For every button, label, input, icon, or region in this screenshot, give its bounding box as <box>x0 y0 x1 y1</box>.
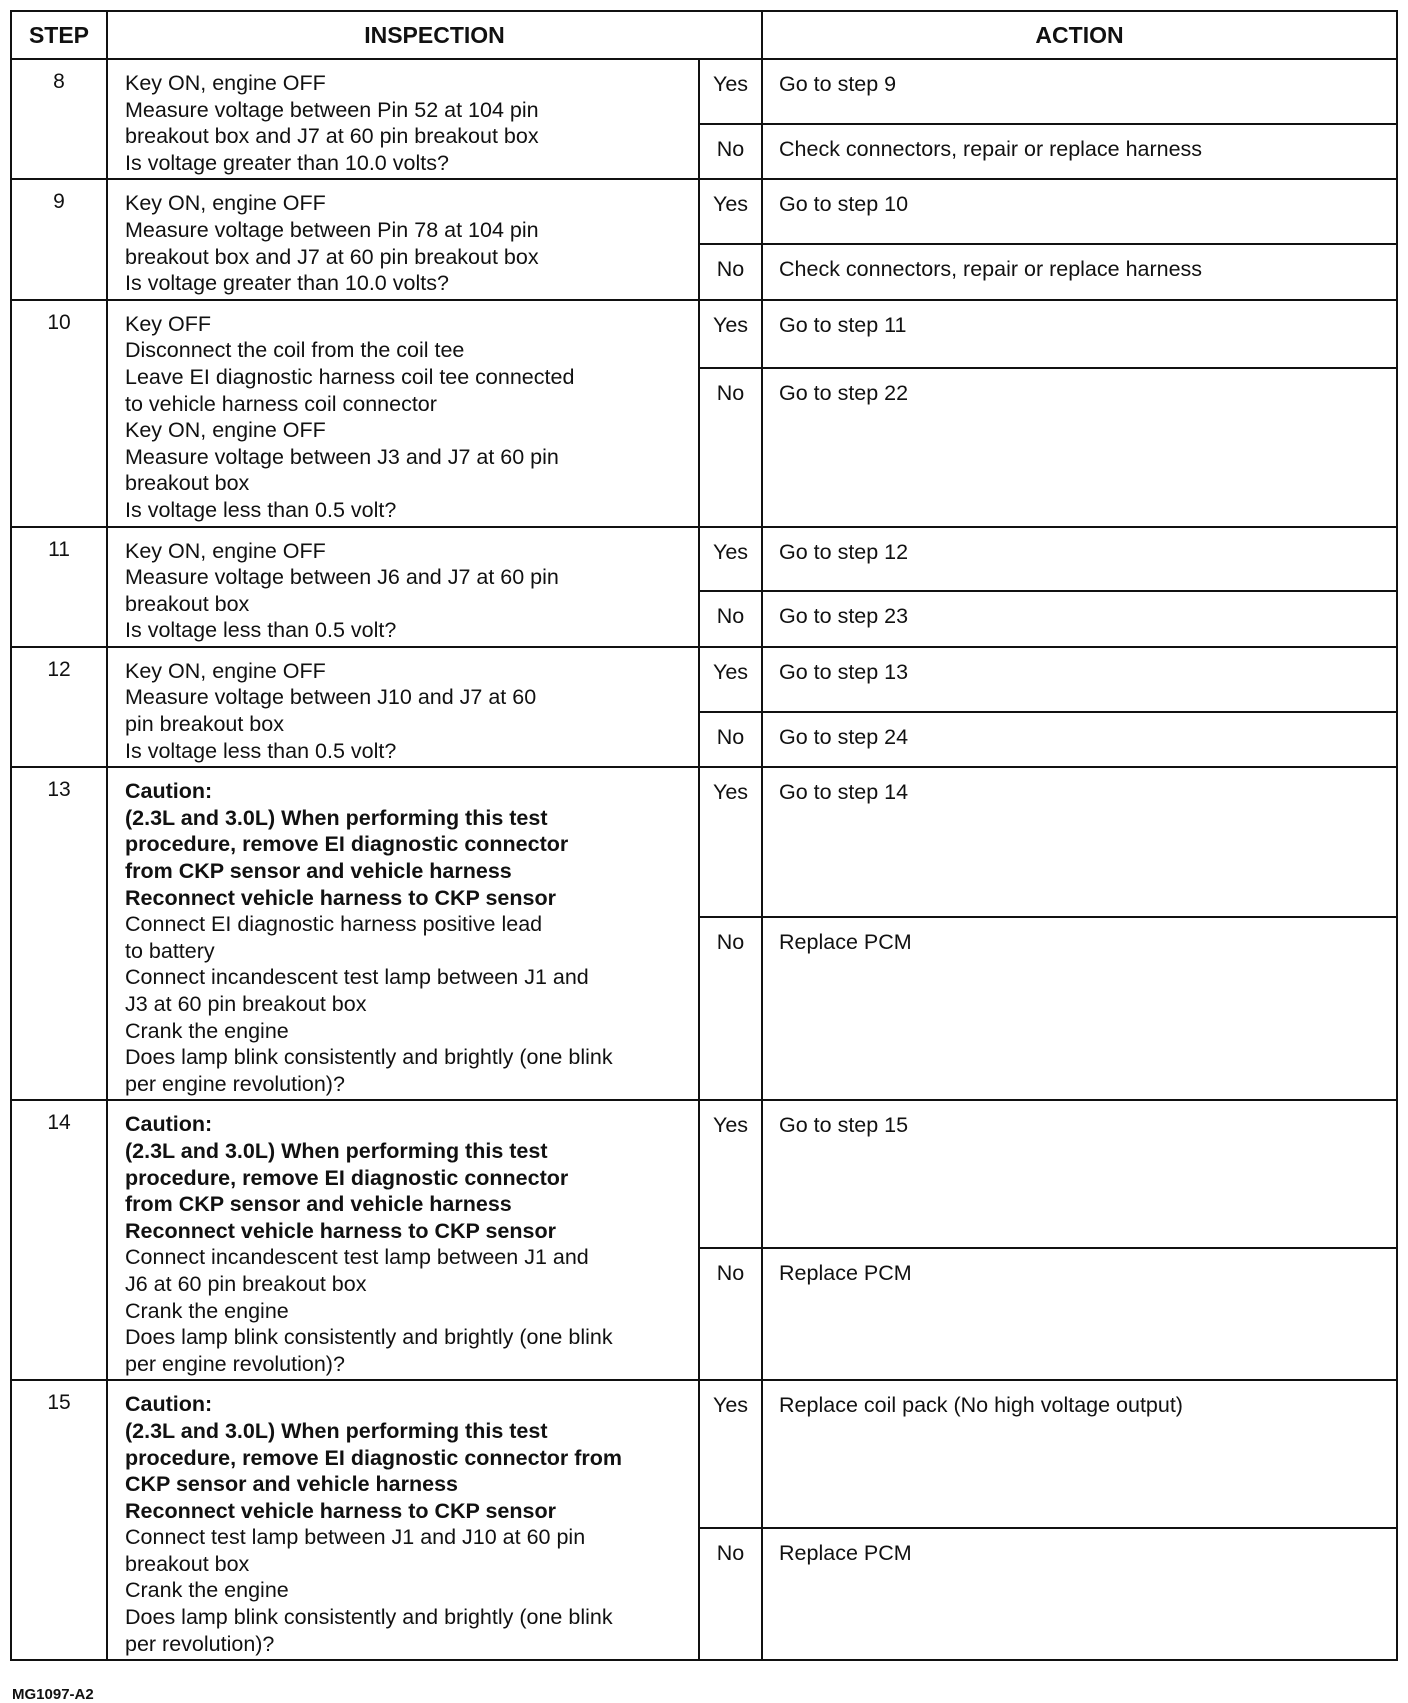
yes-label: Yes <box>699 300 762 368</box>
inspection-line: Measure voltage between Pin 78 at 104 pin <box>125 217 539 242</box>
yes-action: Go to step 11 <box>762 300 1397 368</box>
figure-id: MG1097-A2 <box>12 1686 94 1703</box>
yes-label: Yes <box>699 767 762 916</box>
inspection-text <box>107 59 699 179</box>
inspection-line: Connect test lamp between J1 and J10 at 60 pin <box>125 1525 586 1550</box>
step-header: STEP <box>11 11 107 59</box>
yes-action: Go to step 12 <box>762 527 1397 592</box>
inspection-line: Is voltage greater than 10.0 volts? <box>125 150 449 175</box>
caution-line: Reconnect vehicle harness to CKP sensor <box>125 1218 556 1243</box>
caution-line: procedure, remove EI diagnostic connector <box>125 1165 569 1190</box>
inspection-text <box>107 1380 699 1660</box>
inspection-line: Measure voltage between J3 and J7 at 60 pin <box>125 444 559 469</box>
inspection-header: INSPECTION <box>107 11 762 59</box>
inspection-text <box>107 300 699 527</box>
inspection-line: Does lamp blink consistently and brightly (one blink <box>125 1605 613 1630</box>
inspection-line: Measure voltage between Pin 52 at 104 pin <box>125 97 539 122</box>
inspection-line: Key OFF <box>125 311 212 336</box>
caution-line: from CKP sensor and vehicle harness <box>125 1192 512 1217</box>
inspection-line: to vehicle harness coil connector <box>125 391 437 416</box>
inspection-text <box>107 1100 699 1380</box>
inspection-line: per engine revolution)? <box>125 1351 345 1376</box>
inspection-text <box>107 767 699 1100</box>
step-number: 13 <box>11 767 107 1100</box>
yes-action: Go to step 15 <box>762 1100 1397 1247</box>
caution-line: from CKP sensor and vehicle harness <box>125 859 512 884</box>
step-number: 10 <box>11 300 107 527</box>
caution-line: procedure, remove EI diagnostic connector from <box>125 1445 622 1470</box>
no-action: Check connectors, repair or replace harness <box>762 124 1397 180</box>
yes-label: Yes <box>699 1380 762 1527</box>
table-row <box>11 1380 1397 1527</box>
no-label: No <box>699 368 762 527</box>
inspection-line: breakout box <box>125 591 250 616</box>
no-action: Replace PCM <box>762 917 1397 1101</box>
caution-line: (2.3L and 3.0L) When performing this test <box>125 1418 548 1443</box>
caution-line: procedure, remove EI diagnostic connector <box>125 832 569 857</box>
inspection-line: breakout box and J7 at 60 pin breakout box <box>125 124 539 149</box>
table-row <box>11 1100 1397 1247</box>
inspection-line: J6 at 60 pin breakout box <box>125 1271 367 1296</box>
inspection-line: Crank the engine <box>125 1578 289 1603</box>
no-label: No <box>699 712 762 768</box>
caution-line: (2.3L and 3.0L) When performing this test <box>125 805 548 830</box>
inspection-line: Is voltage greater than 10.0 volts? <box>125 271 449 296</box>
inspection-line: J3 at 60 pin breakout box <box>125 992 367 1016</box>
inspection-line: Disconnect the coil from the coil tee <box>125 338 465 363</box>
caution-line: Reconnect vehicle harness to CKP sensor <box>125 1498 556 1523</box>
caution-line: (2.3L and 3.0L) When performing this test <box>125 1138 548 1163</box>
no-label: No <box>699 1248 762 1381</box>
inspection-line: Crank the engine <box>125 1298 289 1323</box>
no-action: Go to step 24 <box>762 712 1397 768</box>
no-action: Replace PCM <box>762 1248 1397 1381</box>
inspection-line: Connect incandescent test lamp between J1 and <box>125 1245 589 1270</box>
inspection-line: Does lamp blink consistently and brightly (one blink <box>125 1045 613 1070</box>
step-number: 15 <box>11 1380 107 1660</box>
inspection-line: Does lamp blink consistently and brightly (one blink <box>125 1325 613 1350</box>
inspection-text <box>107 647 699 767</box>
caution-line: Reconnect vehicle harness to CKP sensor <box>125 885 556 910</box>
no-label: No <box>699 1528 762 1661</box>
yes-action: Go to step 13 <box>762 647 1397 712</box>
table-row <box>11 767 1397 916</box>
inspection-line: per engine revolution)? <box>125 1071 345 1096</box>
no-label: No <box>699 591 762 647</box>
diagnostic-table-page <box>10 10 1396 1703</box>
diagnostic-table <box>10 10 1398 1661</box>
inspection-line: Is voltage less than 0.5 volt? <box>125 618 397 643</box>
yes-label: Yes <box>699 59 762 124</box>
caution-line: Caution: <box>125 1112 213 1137</box>
table-row <box>11 647 1397 712</box>
no-action: Check connectors, repair or replace harness <box>762 244 1397 300</box>
action-header: ACTION <box>762 11 1397 59</box>
no-label: No <box>699 917 762 1101</box>
yes-action: Go to step 14 <box>762 767 1397 916</box>
inspection-line: Key ON, engine OFF <box>125 418 326 443</box>
yes-action: Go to step 9 <box>762 59 1397 124</box>
inspection-line: to battery <box>125 938 215 963</box>
table-row <box>11 300 1397 368</box>
caution-line: CKP sensor and vehicle harness <box>125 1472 458 1497</box>
no-action: Replace PCM <box>762 1528 1397 1661</box>
no-label: No <box>699 244 762 300</box>
yes-action: Replace coil pack (No high voltage output) <box>762 1380 1397 1527</box>
inspection-line: per revolution)? <box>125 1631 275 1656</box>
yes-label: Yes <box>699 1100 762 1247</box>
table-body <box>11 59 1397 1660</box>
inspection-line: breakout box and J7 at 60 pin breakout box <box>125 244 539 269</box>
step-number: 9 <box>11 179 107 299</box>
yes-label: Yes <box>699 647 762 712</box>
table-row <box>11 59 1397 124</box>
no-action: Go to step 23 <box>762 591 1397 647</box>
inspection-line: Is voltage less than 0.5 volt? <box>125 738 397 763</box>
inspection-line: breakout box <box>125 471 250 496</box>
no-label: No <box>699 124 762 180</box>
yes-action: Go to step 10 <box>762 179 1397 244</box>
inspection-line: Crank the engine <box>125 1018 289 1043</box>
inspection-line: Key ON, engine OFF <box>125 658 326 683</box>
step-number: 12 <box>11 647 107 767</box>
table-row <box>11 527 1397 592</box>
inspection-line: Is voltage less than 0.5 volt? <box>125 497 397 522</box>
table-row <box>11 179 1397 244</box>
yes-label: Yes <box>699 179 762 244</box>
step-number: 14 <box>11 1100 107 1380</box>
no-action: Go to step 22 <box>762 368 1397 527</box>
inspection-line: Key ON, engine OFF <box>125 191 326 216</box>
inspection-line: Measure voltage between J10 and J7 at 60 <box>125 685 537 710</box>
step-number: 11 <box>11 527 107 647</box>
yes-label: Yes <box>699 527 762 592</box>
inspection-line: Leave EI diagnostic harness coil tee connected <box>125 364 575 389</box>
inspection-line: breakout box <box>125 1551 250 1576</box>
inspection-line: Key ON, engine OFF <box>125 71 326 95</box>
caution-line: Caution: <box>125 779 213 804</box>
inspection-line: pin breakout box <box>125 712 284 737</box>
inspection-line: Measure voltage between J6 and J7 at 60 pin <box>125 565 559 590</box>
caution-line: Caution: <box>125 1392 213 1417</box>
step-number: 8 <box>11 59 107 179</box>
inspection-line: Key ON, engine OFF <box>125 538 326 563</box>
inspection-text <box>107 179 699 299</box>
table-header-row <box>11 11 1397 59</box>
inspection-line: Connect incandescent test lamp between J1 and <box>125 965 589 990</box>
inspection-text <box>107 527 699 647</box>
inspection-line: Connect EI diagnostic harness positive lead <box>125 912 543 937</box>
